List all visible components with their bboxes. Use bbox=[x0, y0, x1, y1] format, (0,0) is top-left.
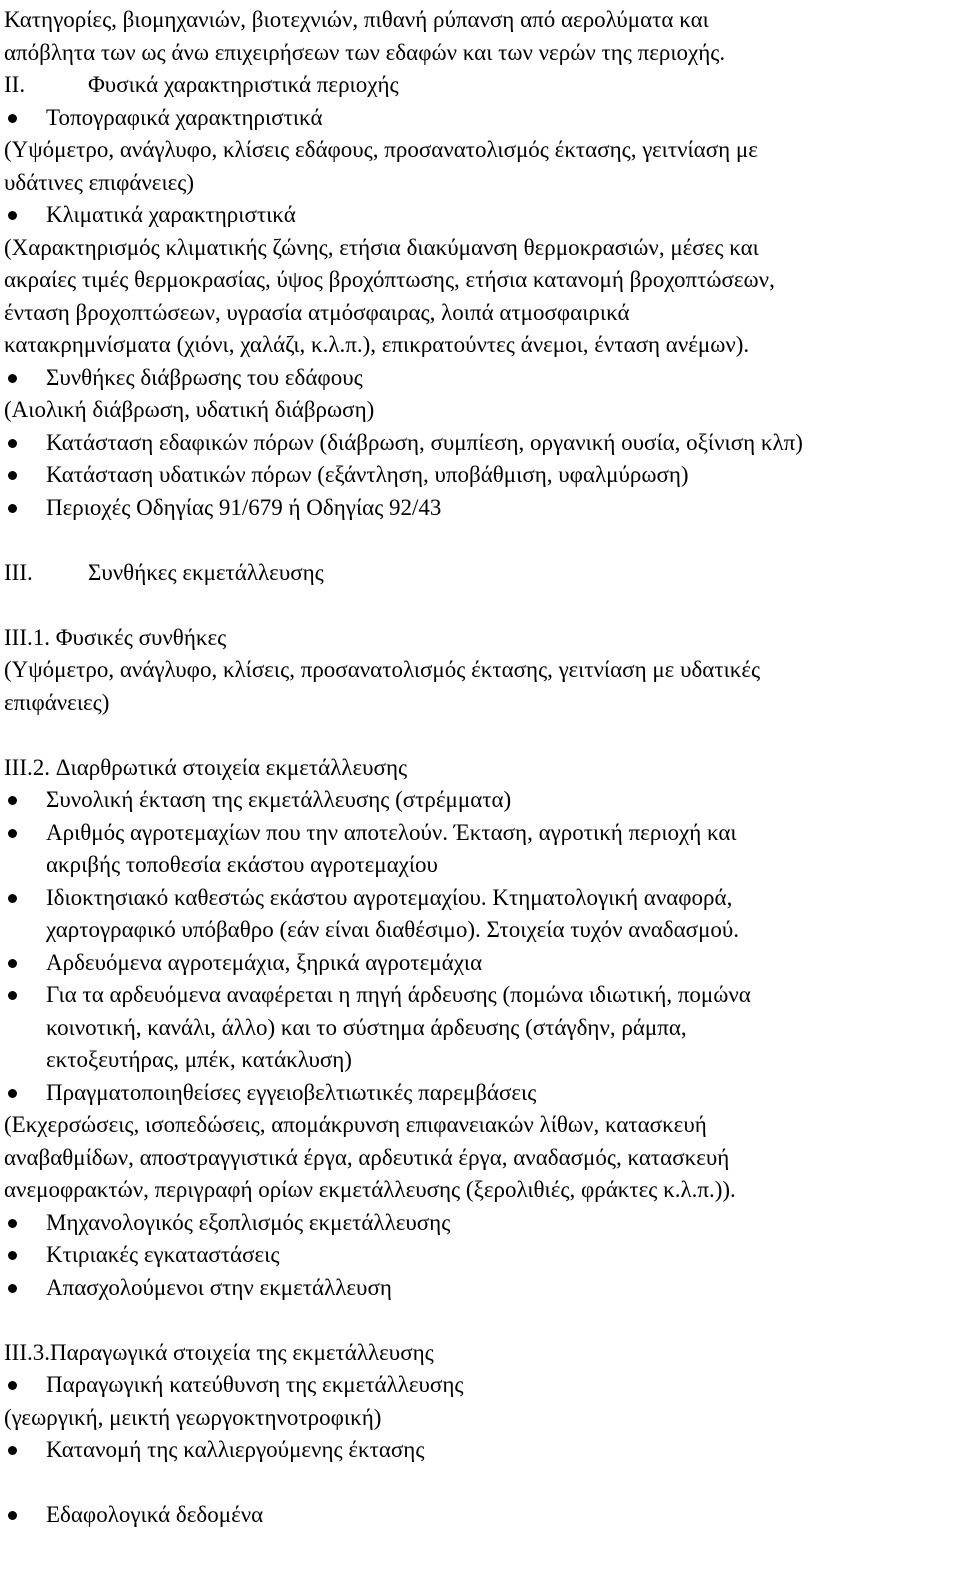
blank-line bbox=[4, 524, 954, 557]
bullet-text: Μηχανολογικός εξοπλισμός εκμετάλλευσης bbox=[46, 1209, 451, 1235]
bullet-icon bbox=[8, 471, 17, 480]
bullet-item bbox=[4, 784, 954, 817]
bullet-item bbox=[4, 1239, 954, 1272]
bullet-item bbox=[4, 362, 954, 395]
bullet-icon bbox=[8, 1511, 17, 1520]
bullet-text: Κτιριακές εγκαταστάσεις bbox=[46, 1242, 280, 1267]
bullet-text: Κατανομή της καλλιεργούμενης έκτασης bbox=[46, 1437, 425, 1462]
text-line: (Χαρακτηρισμός κλιματικής ζώνης, ετήσια διακύμανση θερμοκρασιών, μέσες και bbox=[4, 234, 759, 260]
document-body bbox=[4, 4, 954, 1532]
text-line: (Αιολική διάβρωση, υδατική διάβρωση) bbox=[4, 397, 375, 422]
bullet-icon bbox=[8, 991, 17, 1000]
text-line: III.3.Παραγωγικά στοιχεία της εκμετάλλευσης bbox=[4, 1339, 434, 1365]
bullet-item bbox=[4, 459, 954, 492]
bullet-text: Τοπογραφικά χαρακτηριστικά bbox=[46, 104, 323, 130]
text-line: υδάτινες επιφάνειες) bbox=[4, 169, 195, 195]
blank-line bbox=[4, 719, 954, 752]
bullet-icon bbox=[8, 1446, 17, 1455]
bullet-text: Κλιματικά χαρακτηριστικά bbox=[46, 202, 296, 227]
bullet-text: Εδαφολογικά δεδομένα bbox=[46, 1502, 264, 1527]
bullet-text: Απασχολούμενοι στην εκμετάλλευση bbox=[46, 1274, 392, 1300]
text-line: III.1. Φυσικές συνθήκες bbox=[4, 624, 227, 650]
bullet-icon bbox=[8, 114, 17, 123]
bullet-text: Περιοχές Οδηγίας 91/679 ή Οδηγίας 92/43 bbox=[46, 494, 442, 520]
bullet-icon bbox=[8, 1251, 17, 1260]
bullet-item bbox=[4, 882, 954, 915]
bullet-continuation: ακριβής τοποθεσία εκάστου αγροτεμαχίου bbox=[46, 852, 438, 877]
bullet-icon bbox=[8, 1381, 17, 1390]
bullet-item bbox=[4, 199, 954, 232]
bullet-icon bbox=[8, 959, 17, 968]
text-line: (Υψόμετρο, ανάγλυφο, κλίσεις εδάφους, προσανατολισμός έκτασης, γειτνίαση με bbox=[4, 137, 758, 162]
bullet-icon bbox=[8, 374, 17, 383]
section-number: III. bbox=[4, 559, 33, 585]
text-line: ένταση βροχοπτώσεων, υγρασία ατμόσφαιρας, λοιπά ατμοσφαιρικά bbox=[4, 299, 630, 325]
bullet-text: Αρδευόμενα αγροτεμάχια, ξηρικά αγροτεμάχια bbox=[46, 949, 483, 975]
text-line: επιφάνειες) bbox=[4, 689, 110, 715]
blank-line bbox=[4, 589, 954, 622]
bullet-text: Κατάσταση εδαφικών πόρων (διάβρωση, συμπίεση, οργανική ουσία, οξίνιση κλπ) bbox=[46, 429, 803, 455]
bullet-text: Πραγματοποιηθείσες εγγειοβελτιωτικές παρεμβάσεις bbox=[46, 1079, 537, 1105]
bullet-item bbox=[4, 947, 954, 980]
text-line: (Εκχερσώσεις, ισοπεδώσεις, απομάκρυνση επιφανειακών λίθων, κατασκευή bbox=[4, 1112, 707, 1137]
bullet-text: Συνθήκες διάβρωσης του εδάφους bbox=[46, 364, 363, 390]
bullet-continuation: κοινοτική, κανάλι, άλλο) και το σύστημα άρδευσης (στάγδην, ράμπα, bbox=[46, 1014, 687, 1040]
bullet-item bbox=[4, 1077, 954, 1110]
section-heading bbox=[4, 557, 954, 590]
bullet-continuation: χαρτογραφικό υπόβαθρο (εάν είναι διαθέσιμο). Στοιχεία τυχόν αναδασμού. bbox=[46, 917, 740, 942]
blank-line bbox=[4, 1304, 954, 1337]
bullet-item bbox=[4, 102, 954, 135]
text-line: Κατηγορίες, βιομηχανιών, βιοτεχνιών, πιθανή ρύπανση από αερολύματα και bbox=[4, 7, 709, 32]
text-line: απόβλητα των ως άνω επιχειρήσεων των εδαφών και των νερών της περιοχής. bbox=[4, 39, 726, 65]
bullet-icon bbox=[8, 1219, 17, 1228]
bullet-item bbox=[4, 979, 954, 1012]
bullet-item bbox=[4, 1272, 954, 1305]
bullet-text: Ιδιοκτησιακό καθεστώς εκάστου αγροτεμαχίου. Κτηματολογική αναφορά, bbox=[46, 884, 733, 910]
text-line: κατακρημνίσματα (χιόνι, χαλάζι, κ.λ.π.), επικρατούντες άνεμοι, ένταση ανέμων). bbox=[4, 332, 750, 357]
bullet-icon bbox=[8, 1089, 17, 1098]
section-title: Φυσικά χαρακτηριστικά περιοχής bbox=[88, 72, 399, 97]
bullet-text: Συνολική έκταση της εκμετάλλευσης (στρέμματα) bbox=[46, 787, 512, 812]
bullet-continuation: εκτοξευτήρας, μπέκ, κατάκλυση) bbox=[46, 1047, 352, 1072]
bullet-item bbox=[4, 427, 954, 460]
bullet-item bbox=[4, 1499, 954, 1532]
bullet-icon bbox=[8, 1284, 17, 1293]
bullet-item bbox=[4, 492, 954, 525]
bullet-text: Παραγωγική κατεύθυνση της εκμετάλλευσης bbox=[46, 1372, 464, 1397]
bullet-icon bbox=[8, 829, 17, 838]
text-line: αναβαθμίδων, αποστραγγιστικά έργα, αρδευτικά έργα, αναδασμός, κατασκευή bbox=[4, 1144, 730, 1170]
bullet-item bbox=[4, 1369, 954, 1402]
section-number: II. bbox=[4, 72, 26, 97]
bullet-icon bbox=[8, 894, 17, 903]
bullet-item bbox=[4, 1207, 954, 1240]
text-line: III.2. Διαρθρωτικά στοιχεία εκμετάλλευσης bbox=[4, 754, 408, 780]
bullet-icon bbox=[8, 504, 17, 513]
text-line: (Υψόμετρο, ανάγλυφο, κλίσεις, προσανατολισμός έκτασης, γειτνίαση με υδατικές bbox=[4, 657, 761, 682]
text-line: (γεωργική, μεικτή γεωργοκτηνοτροφική) bbox=[4, 1404, 382, 1430]
bullet-icon bbox=[8, 796, 17, 805]
bullet-item bbox=[4, 1434, 954, 1467]
blank-line bbox=[4, 1467, 954, 1500]
section-heading bbox=[4, 69, 954, 102]
bullet-item bbox=[4, 817, 954, 850]
bullet-icon bbox=[8, 439, 17, 448]
section-title: Συνθήκες εκμετάλλευσης bbox=[88, 559, 324, 585]
text-line: ανεμοφρακτών, περιγραφή ορίων εκμετάλλευσης (ξερολιθιές, φράκτες κ.λ.π.)). bbox=[4, 1177, 736, 1202]
bullet-text: Κατάσταση υδατικών πόρων (εξάντληση, υποβάθμιση, υφαλμύρωση) bbox=[46, 462, 689, 487]
bullet-icon bbox=[8, 211, 17, 220]
bullet-text: Αριθμός αγροτεμαχίων που την αποτελούν. Έκταση, αγροτική περιοχή και bbox=[46, 819, 737, 845]
bullet-text: Για τα αρδευόμενα αναφέρεται η πηγή άρδευσης (πομώνα ιδιωτική, πομώνα bbox=[46, 982, 751, 1007]
text-line: ακραίες τιμές θερμοκρασίας, ύψος βροχόπτωσης, ετήσια κατανομή βροχοπτώσεων, bbox=[4, 267, 775, 292]
